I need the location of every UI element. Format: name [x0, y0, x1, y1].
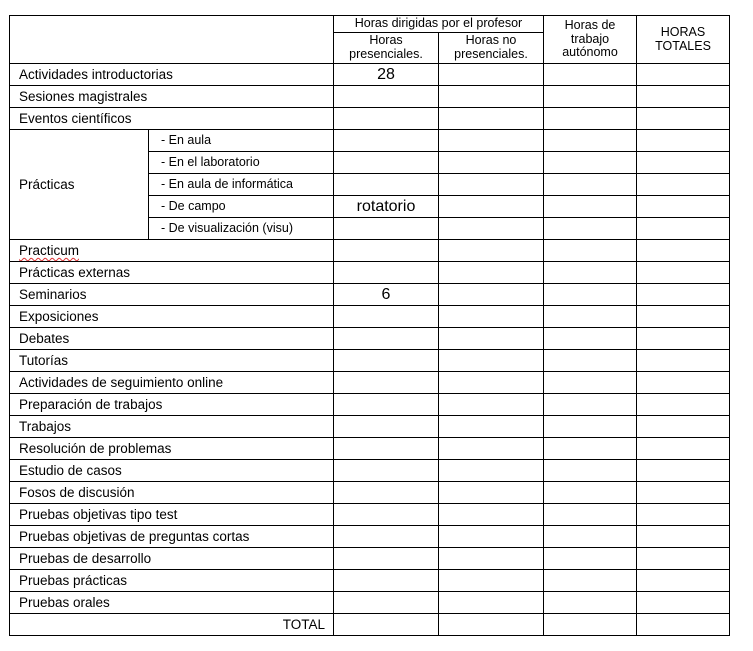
row-eventos-cientificos-no-presenciales — [439, 108, 544, 130]
row-pruebas-practicas-label: Pruebas prácticas — [10, 570, 334, 592]
hours-table — [9, 15, 730, 636]
row-actividades-de-seguimiento-online-presenciales — [334, 372, 439, 394]
header-group: Horas dirigidas por el profesor — [334, 16, 544, 33]
row-actividades-de-seguimiento-online-label: Actividades de seguimiento online — [10, 372, 334, 394]
row-fosos-de-discusion-no-presenciales — [439, 482, 544, 504]
table-row — [10, 350, 730, 372]
table-row — [10, 482, 730, 504]
row-actividades-de-seguimiento-online-no-presenciales — [439, 372, 544, 394]
row-trabajos-no-presenciales — [439, 416, 544, 438]
row-preparacion-de-trabajos-totales — [637, 394, 730, 416]
practicas-sub-2-totales — [637, 152, 730, 174]
row-preparacion-de-trabajos-presenciales — [334, 394, 439, 416]
row-fosos-de-discusion-autonomo — [544, 482, 637, 504]
total-no-presenciales — [439, 614, 544, 636]
row-practicas-externas-no-presenciales — [439, 262, 544, 284]
total-totales — [637, 614, 730, 636]
table-row — [10, 306, 730, 328]
header-no-presenciales: Horas no presenciales. — [439, 33, 544, 64]
row-practicum-label: Practicum — [10, 240, 334, 262]
table-row — [10, 108, 730, 130]
table-row — [10, 130, 730, 152]
row-pruebas-de-desarrollo-totales — [637, 548, 730, 570]
row-practicum-no-presenciales — [439, 240, 544, 262]
row-sesiones-magistrales-autonomo — [544, 86, 637, 108]
practicas-sub-4-presenciales: rotatorio — [334, 196, 439, 218]
row-estudio-de-casos-totales — [637, 460, 730, 482]
row-practicas-externas-autonomo — [544, 262, 637, 284]
row-sesiones-magistrales-label: Sesiones magistrales — [10, 86, 334, 108]
row-tutorias-label: Tutorías — [10, 350, 334, 372]
row-preparacion-de-trabajos-autonomo — [544, 394, 637, 416]
row-pruebas-objetivas-tipo-test-totales — [637, 504, 730, 526]
row-actividades-introductorias-totales — [637, 64, 730, 86]
row-fosos-de-discusion-presenciales — [334, 482, 439, 504]
row-pruebas-practicas-presenciales — [334, 570, 439, 592]
row-pruebas-objetivas-tipo-test-presenciales — [334, 504, 439, 526]
total-presenciales — [334, 614, 439, 636]
row-resolucion-de-problemas-no-presenciales — [439, 438, 544, 460]
row-resolucion-de-problemas-label: Resolución de problemas — [10, 438, 334, 460]
row-pruebas-orales-no-presenciales — [439, 592, 544, 614]
practicas-sub-1-totales — [637, 130, 730, 152]
practicas-sub-1-label: - En aula — [149, 130, 334, 152]
table-row — [10, 86, 730, 108]
row-exposiciones-label: Exposiciones — [10, 306, 334, 328]
row-tutorias-no-presenciales — [439, 350, 544, 372]
row-pruebas-objetivas-de-preguntas-cortas-no-presenciales — [439, 526, 544, 548]
table-row — [10, 460, 730, 482]
row-practicum-totales — [637, 240, 730, 262]
row-exposiciones-autonomo — [544, 306, 637, 328]
row-estudio-de-casos-no-presenciales — [439, 460, 544, 482]
row-pruebas-orales-presenciales — [334, 592, 439, 614]
row-preparacion-de-trabajos-no-presenciales — [439, 394, 544, 416]
practicas-sub-3-label: - En aula de informática — [149, 174, 334, 196]
row-debates-no-presenciales — [439, 328, 544, 350]
row-pruebas-de-desarrollo-label: Pruebas de desarrollo — [10, 548, 334, 570]
row-practicas-label: Prácticas — [10, 130, 149, 240]
practicas-sub-1-presenciales — [334, 130, 439, 152]
row-resolucion-de-problemas-autonomo — [544, 438, 637, 460]
row-sesiones-magistrales-presenciales — [334, 86, 439, 108]
row-preparacion-de-trabajos-label: Preparación de trabajos — [10, 394, 334, 416]
practicas-sub-2-no-presenciales — [439, 152, 544, 174]
row-sesiones-magistrales-totales — [637, 86, 730, 108]
row-eventos-cientificos-presenciales — [334, 108, 439, 130]
row-fosos-de-discusion-label: Fosos de discusión — [10, 482, 334, 504]
practicas-sub-3-presenciales — [334, 174, 439, 196]
table-row — [10, 504, 730, 526]
practicas-sub-2-label: - En el laboratorio — [149, 152, 334, 174]
practicas-sub-5-totales — [637, 218, 730, 240]
practicas-sub-3-totales — [637, 174, 730, 196]
table-row — [10, 592, 730, 614]
header-totales: HORAS TOTALES — [637, 16, 730, 64]
row-estudio-de-casos-label: Estudio de casos — [10, 460, 334, 482]
header-presenciales: Horas presenciales. — [334, 33, 439, 64]
table-row — [10, 570, 730, 592]
practicas-sub-5-presenciales — [334, 218, 439, 240]
row-pruebas-practicas-totales — [637, 570, 730, 592]
row-estudio-de-casos-presenciales — [334, 460, 439, 482]
table-row — [10, 284, 730, 306]
row-pruebas-orales-label: Pruebas orales — [10, 592, 334, 614]
row-resolucion-de-problemas-presenciales — [334, 438, 439, 460]
row-actividades-introductorias-presenciales: 28 — [334, 64, 439, 86]
table-row — [10, 64, 730, 86]
row-trabajos-presenciales — [334, 416, 439, 438]
header-autonomo: Horas de trabajo autónomo — [544, 16, 637, 64]
row-pruebas-objetivas-de-preguntas-cortas-presenciales — [334, 526, 439, 548]
practicas-sub-1-no-presenciales — [439, 130, 544, 152]
row-debates-presenciales — [334, 328, 439, 350]
row-actividades-de-seguimiento-online-autonomo — [544, 372, 637, 394]
row-pruebas-objetivas-de-preguntas-cortas-autonomo — [544, 526, 637, 548]
table-row — [10, 416, 730, 438]
practicas-sub-2-autonomo — [544, 152, 637, 174]
row-exposiciones-totales — [637, 306, 730, 328]
total-autonomo — [544, 614, 637, 636]
table-row — [10, 240, 730, 262]
row-pruebas-objetivas-tipo-test-label: Pruebas objetivas tipo test — [10, 504, 334, 526]
table-row — [10, 328, 730, 350]
total-label: TOTAL — [10, 614, 334, 636]
row-pruebas-objetivas-tipo-test-no-presenciales — [439, 504, 544, 526]
row-actividades-de-seguimiento-online-totales — [637, 372, 730, 394]
row-debates-autonomo — [544, 328, 637, 350]
row-pruebas-orales-autonomo — [544, 592, 637, 614]
practicas-sub-4-label: - De campo — [149, 196, 334, 218]
row-practicas-externas-label: Prácticas externas — [10, 262, 334, 284]
row-debates-totales — [637, 328, 730, 350]
row-pruebas-de-desarrollo-presenciales — [334, 548, 439, 570]
row-tutorias-presenciales — [334, 350, 439, 372]
row-pruebas-practicas-autonomo — [544, 570, 637, 592]
row-practicas-externas-totales — [637, 262, 730, 284]
row-eventos-cientificos-totales — [637, 108, 730, 130]
practicas-sub-2-presenciales — [334, 152, 439, 174]
practicas-sub-4-autonomo — [544, 196, 637, 218]
table-row — [10, 438, 730, 460]
row-pruebas-objetivas-tipo-test-autonomo — [544, 504, 637, 526]
row-trabajos-autonomo — [544, 416, 637, 438]
row-seminarios-label: Seminarios — [10, 284, 334, 306]
row-seminarios-autonomo — [544, 284, 637, 306]
row-eventos-cientificos-autonomo — [544, 108, 637, 130]
practicas-sub-1-autonomo — [544, 130, 637, 152]
row-exposiciones-no-presenciales — [439, 306, 544, 328]
row-fosos-de-discusion-totales — [637, 482, 730, 504]
row-sesiones-magistrales-no-presenciales — [439, 86, 544, 108]
row-tutorias-totales — [637, 350, 730, 372]
practicas-sub-3-no-presenciales — [439, 174, 544, 196]
row-practicum-autonomo — [544, 240, 637, 262]
row-actividades-introductorias-no-presenciales — [439, 64, 544, 86]
row-seminarios-totales — [637, 284, 730, 306]
table-row — [10, 262, 730, 284]
row-seminarios-presenciales: 6 — [334, 284, 439, 306]
row-trabajos-totales — [637, 416, 730, 438]
row-debates-label: Debates — [10, 328, 334, 350]
row-pruebas-objetivas-de-preguntas-cortas-totales — [637, 526, 730, 548]
practicas-sub-4-totales — [637, 196, 730, 218]
practicas-sub-5-autonomo — [544, 218, 637, 240]
row-pruebas-de-desarrollo-no-presenciales — [439, 548, 544, 570]
row-practicas-externas-presenciales — [334, 262, 439, 284]
row-trabajos-label: Trabajos — [10, 416, 334, 438]
row-resolucion-de-problemas-totales — [637, 438, 730, 460]
table-row — [10, 372, 730, 394]
row-seminarios-no-presenciales — [439, 284, 544, 306]
practicas-sub-5-label: - De visualización (visu) — [149, 218, 334, 240]
practicas-sub-4-no-presenciales — [439, 196, 544, 218]
row-estudio-de-casos-autonomo — [544, 460, 637, 482]
header-empty-cell — [10, 16, 334, 64]
row-actividades-introductorias-autonomo — [544, 64, 637, 86]
table-row — [10, 526, 730, 548]
practicas-sub-5-no-presenciales — [439, 218, 544, 240]
row-pruebas-de-desarrollo-autonomo — [544, 548, 637, 570]
row-pruebas-practicas-no-presenciales — [439, 570, 544, 592]
table-row — [10, 548, 730, 570]
row-pruebas-objetivas-de-preguntas-cortas-label: Pruebas objetivas de preguntas cortas — [10, 526, 334, 548]
row-practicum-presenciales — [334, 240, 439, 262]
row-pruebas-orales-totales — [637, 592, 730, 614]
row-actividades-introductorias-label: Actividades introductorias — [10, 64, 334, 86]
row-exposiciones-presenciales — [334, 306, 439, 328]
row-eventos-cientificos-label: Eventos científicos — [10, 108, 334, 130]
table-row — [10, 394, 730, 416]
practicas-sub-3-autonomo — [544, 174, 637, 196]
row-tutorias-autonomo — [544, 350, 637, 372]
